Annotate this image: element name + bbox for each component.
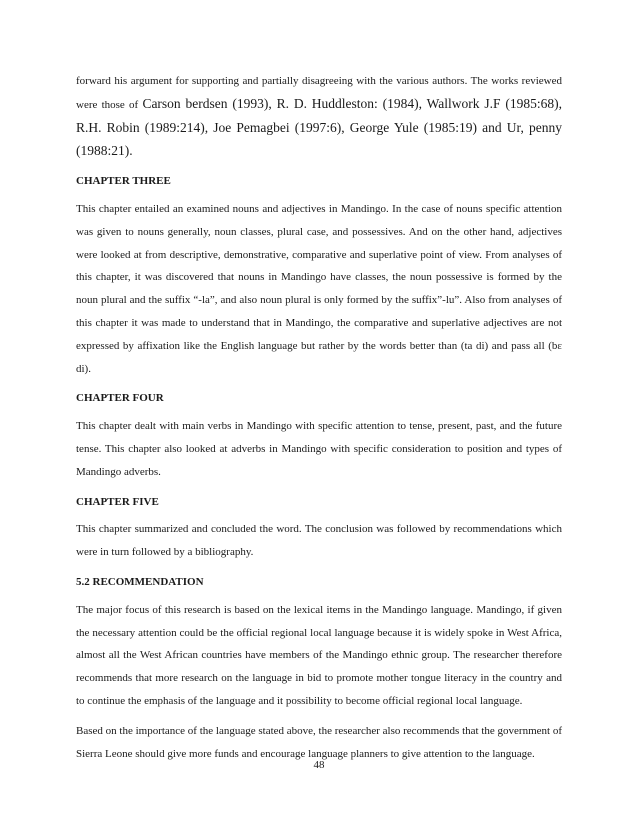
- section-body: This chapter entailed an examined nouns and adjectives in Mandingo. In the case of nouns specific attention was given to nouns generally, noun classes, plural case, and possessives. And on the other hand, adjectives were looked at from descriptive, demonstrative, comparative and superlative point of view. From analyses of this chapter, it was discovered that nouns in Mandingo have classes, the noun possessive is formed by the noun plural and the suffix “-la”, and also noun plural is only formed by the suffix”-lu”. Also from analyses of this chapter it was made to understand that in Mandingo, the comparative and superlative adjectives are not expressed by affixation like the English language but rather by the words better than (ta di) and pass all (bɛ di).: [76, 202, 562, 375]
- section-body: This chapter summarized and concluded the word. The conclusion was followed by recommendations which were in turn followed by a bibliography.: [76, 523, 562, 559]
- section-recommendation: [76, 571, 562, 713]
- section-body: This chapter dealt with main verbs in Mandingo with specific attention to tense, present, past, and the future tense. This chapter also looked at adverbs in Mandingo with specific consideration to position and types of Mandingo adverbs.: [76, 420, 562, 478]
- section-heading: 5.2 RECOMMENDATION: [76, 575, 204, 588]
- section-chapter-three: [76, 170, 562, 380]
- page-number: 48: [313, 759, 325, 771]
- closing-paragraph: Based on the importance of the language stated above, the researcher also recommends that the government of Sierra Leone should give more funds and encourage language planners to give attention to the language.: [76, 724, 562, 760]
- section-heading: CHAPTER FOUR: [76, 392, 164, 405]
- section-chapter-four: [76, 387, 562, 483]
- intro-text: forward his argument for supporting and partially disagreeing with the various authors. The works reviewed were those of: [76, 75, 562, 111]
- section-heading: CHAPTER FIVE: [76, 495, 159, 508]
- section-body: The major focus of this research is based on the lexical items in the Mandingo language. Mandingo, if given the necessary attention could be the official regional local language because it is widely spoke in West Africa, almost all the West African countries have members of the Mandingo ethnic group. The researcher therefore recommends that more research on the language in bid to promote mother tongue literacy in the country and to continue the emphasis of the language and it possibility to become official regional local language.: [76, 603, 562, 707]
- intro-paragraph: [76, 70, 562, 164]
- section-heading: CHAPTER THREE: [76, 175, 171, 188]
- intro-citations: Carson berdsen (1993), R. D. Huddleston: (1984), Wallwork J.F (1985:68), R.H. Robin (1989:214), Joe Pemagbei (1997:6), George Yule (1985:19) and Ur, penny (1988:21).: [76, 95, 562, 159]
- document-page: [76, 70, 562, 765]
- section-chapter-five: [76, 491, 562, 564]
